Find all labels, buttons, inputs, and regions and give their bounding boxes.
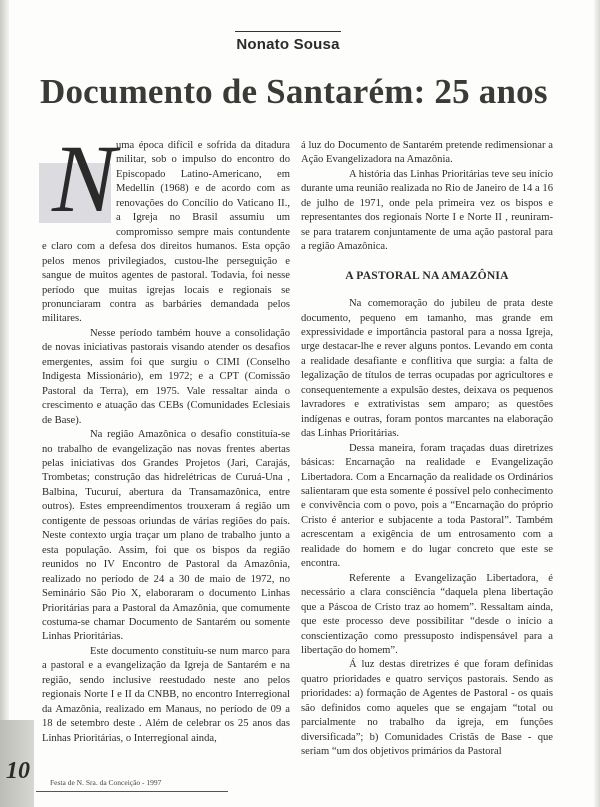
- author-rule: [235, 31, 341, 32]
- right-column: [301, 139, 553, 760]
- drop-cap-box: [42, 125, 117, 232]
- page-number: 10: [6, 758, 30, 784]
- page-edge-right: [594, 0, 600, 807]
- paragraph: Nesse período também houve a consolidação de novas iniciativas pastorais visando atender os desafios emergentes, assim foi que surgiu o CIMI (Conselho Indigesta Missionário), em 1972; e a CPT (Comissão Pastoral da Terra), em 1975. Vale ressaltar ainda o crescimento e atuação das CEBs (Comunidades Eclesiais de Base).: [42, 327, 290, 426]
- paragraph: á luz do Documento de Santarém pretende redimensionar a Ação Evangelizadora na Amazônia.: [301, 140, 553, 166]
- paragraph: Dessa maneira, foram traçadas duas diretrizes básicas: Encarnação na realidade e Evangelização Libertadora. Com a Encarnação da realidade os Ordinários salientaram que esta somente é possível pelo conhecimento e convivência com o povo, pois a “Encarnação do próprio Cristo é anterior e subjacente a toda Pastoral”. Também acrescentam a exigência de um entrosamento com a realidade do homem e do lugar concreto que este se encontra.: [301, 442, 553, 570]
- footer-rule: [36, 791, 228, 792]
- section-heading: A PASTORAL NA AMAZÔNIA: [345, 268, 509, 282]
- paragraph: Na comemoração do jubileu de prata deste documento, pequeno em tamanho, mas grande em expressividade e importância pastoral para a nossa Igreja, urge destacar-lhe e rever alguns pontos. Levando em conta a realidade desafiante e conflitiva que surgia: a falta de legalização de títulos de terras ocupadas por agricultores e consequentemente a expulsão destes, deixava os pequenos lavradores e extrativistas sem amparo; as questões indígenas e outras, foram pontos marcantes na elaboração das Linhas Prioritárias.: [301, 298, 553, 440]
- paragraph: A história das Linhas Prioritárias teve seu início durante uma reunião realizada no Rio de Janeiro de 14 a 16 de julho de 1971, onde pela primeira vez os bispos e representantes dos regionais Norte I e Norte II , reuniram-se para tratarem conjuntamente de uma ação pastoral para a região Amazônica.: [301, 168, 553, 253]
- paragraph: Referente a Evangelização Libertadora, é necessário a clara consciência “daquela plena libertação que a Páscoa de Cristo traz ao homem”. Ressaltam ainda, que este processo deve possibilitar “desde o início a conscientização como pressuposto indispensável para a libertação do homem”.: [301, 572, 553, 656]
- left-column: [42, 125, 290, 746]
- author-name: Nonato Sousa: [236, 36, 340, 53]
- paragraph: uma época difícil e sofrida da ditadura militar, sob o impulso do encontro do Episcopado Latino-Americano, em Medellín (1968) e de acordo com as renovações do Concílio do Vaticano II., a Igreja no Brasil assumiu um compromisso sempre mais contundente e claro com a defesa dos direitos humanos. Esta opção pelos menos privilegiados, custou-lhe perseguição e sangue de muitos agentes de pastoral. Todavia, foi nesse período que muitas igrejas locais e regionais se pronunciaram contra as barbáries demandada pelos militares.: [42, 140, 290, 325]
- paragraph: Na região Amazônica o desafio constituía-se no trabalho de evangelização nas novas frentes abertas pelas iniciativas dos Grandes Projetos (Jari, Carajás, Trombetas; construção das hidrelétricas de Curuá-Una , Balbina, Tucuruí, abertura da Transamazônica, entre outros). Estes empreendimentos trouxeram á região um contigente de pessoas oriundas de várias regiões do país. Neste contexto urgia traçar um plano de trabalho junto a esta população. Assim, foi que os bispos da região reunidos no IV Encontro de Pastoral da Amazônia, realizado no período de 24 a 30 de maio de 1972, no Seminário São Pio X, elaboraram o documento Linhas Prioritárias para a Pastoral da Amazônia, que comumente costuma-se chamar Documento de Santarém ou somente Linhas Prioritárias.: [42, 429, 290, 643]
- drop-cap-letter: N: [52, 125, 117, 232]
- article-title: Documento de Santarém: 25 anos: [40, 72, 548, 111]
- page-edge-shadow: [0, 0, 9, 807]
- paragraph: Á luz destas diretrizes é que foram definidas quatro prioridades e quatro serviços pastorais. Sendo as prioridades: a) formação de Agentes de Pastoral - os quais são definidos como aqueles que se engajam “total ou parcialmente no trabalho da igreja, em funções diversificada”; b) Comunidades Cristãs de Base - que seriam “um dos objetivos primários da Pastoral: [301, 659, 553, 758]
- paragraph: Este documento constituiu-se num marco para a pastoral e a evangelização da Igreja de Santarém e na região, sendo inclusive reestudado neste ano pelos regionais Norte I e II da CNBB, no encontro Interregional da Amazônia, realizado em Manaus, no período de 09 a 18 de setembro deste . Além de celebrar os 25 anos das Linhas Prioritárias, o Interregional ainda,: [42, 645, 290, 744]
- footer-publication: Festa de N. Sra. da Conceição - 1997: [50, 778, 162, 787]
